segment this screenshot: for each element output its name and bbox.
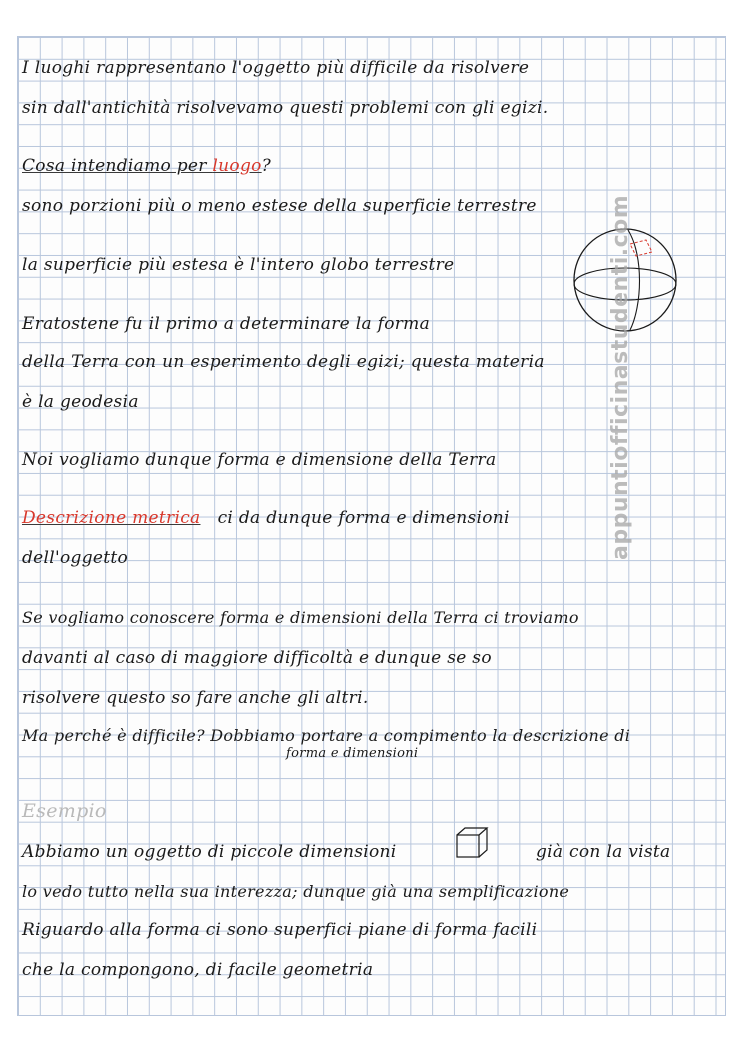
note-line: sin dall'antichità risolvevamo questi problemi con gli egizi. [22,98,549,118]
watermark: appuntiofficinastudenti.com [608,194,633,560]
note-definition [22,508,510,528]
note-text: Cosa intendiamo per [22,156,213,176]
note-line: Se vogliamo conoscere forma e dimensioni della Terra ci troviamo [22,608,579,627]
note-text: ? [261,156,272,176]
note-line: davanti al caso di maggiore difficoltà e dunque se so [22,648,492,668]
note-line: della Terra con un esperimento degli egizi; questa materia [22,352,545,372]
note-line: risolvere questo so fare anche gli altri. [22,688,369,708]
note-line: I luoghi rappresentano l'oggetto più difficile da risolvere [22,58,530,78]
note-line: dell'oggetto [22,548,129,568]
note-line: sono porzioni più o meno estese della superficie terrestre [22,196,537,216]
cube-sketch-icon [454,826,490,860]
highlighted-term: Descrizione metrica [22,508,201,528]
note-text: ci da dunque forma e dimensioni [217,508,510,528]
note-line: Ma perché è difficile? Dobbiamo portare a compimento la descrizione di [22,726,631,745]
note-line: è la geodesia [22,392,139,412]
note-line: Riguardo alla forma ci sono superfici piane di forma facili [22,920,538,940]
note-line: Abbiamo un oggetto di piccole dimensioni [22,842,397,862]
example-heading: Esempio [22,800,107,822]
note-line: che la compongono, di facile geometria [22,960,374,980]
note-line: la superficie più estesa è l'intero globo terrestre [22,255,455,275]
note-line: Eratostene fu il primo a determinare la forma [22,314,431,334]
note-line: lo vedo tutto nella sua interezza; dunque già una semplificazione [22,882,570,901]
highlighted-word: luogo [212,156,262,176]
note-line: già con la vista [536,842,671,862]
note-line-continuation: forma e dimensioni [286,746,419,761]
note-line: Noi vogliamo dunque forma e dimensione della Terra [22,450,497,470]
note-question [22,156,271,176]
